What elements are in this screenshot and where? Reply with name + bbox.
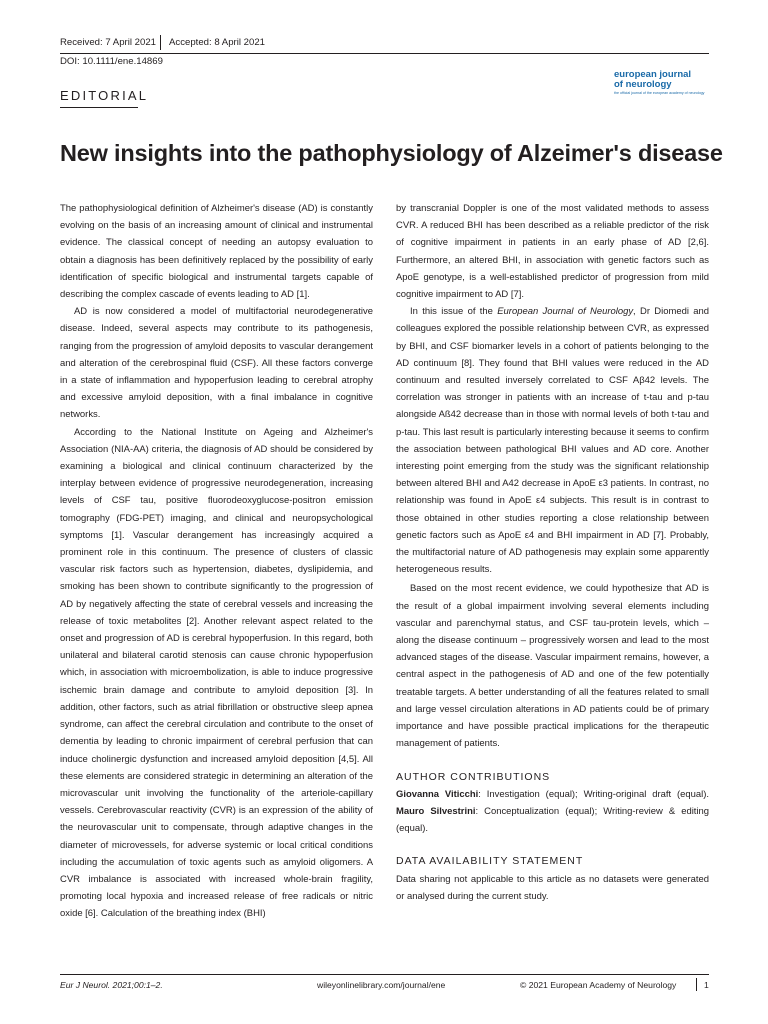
author-contributions xyxy=(396,786,709,838)
right-column xyxy=(396,200,709,905)
section-underline xyxy=(60,107,138,108)
author-name: Giovanna Viticchi xyxy=(396,788,479,800)
header-rule xyxy=(60,53,709,54)
contribution-text: : Investigation (equal); Writing-original draft (equal). xyxy=(478,788,709,800)
data-availability-heading: DATA AVAILABILITY STATEMENT xyxy=(396,855,584,868)
paragraph: According to the National Institute on Ageing and Alzheimer's Association (NIA-AA) criteria, the diagnosis of AD should be considered by examining a biological and clinical continuum characterized by the interplay between evidence of progressive neurodegeneration, increasing levels of CSF tau, positive fluorodeoxyglucose-positron emission tomography (FDG-PET) imaging, and clinical and neuropsychological symptoms [1]. Vascular derangement has increasingly acquired a prominent role in this continuum. The presence of clusters of classic vascular risk factors such as hypertension, diabetes, dyslipidemia, and smoking has been shown to contribute significantly to the progression of AD by negatively affecting the state of cerebral vessels and increasing the release of toxic metabolites [2]. Another relevant aspect related to the onset and progression of AD is cerebral hypoperfusion. In this regard, both unilateral and bilateral carotid stenosis can cause chronic hypoperfusion which, in association with microembolization, is able to induce progressive ischemic brain damage and contribute to amyloid deposition [3]. In addition, other factors, such as atrial fibrillation or obstructive sleep apnea syndrome, can affect the cerebral circulation and contribute to the onset of dementia by leading to chronic impairment of cerebral perfusion that can induce cholinergic dysfunction and increased amyloid deposition [4,5]. All these elements are considered strategic in determining an alteration of the microvascular unit involving the functionality of the arteriole-capillary vessels. Cerebrovascular reactivity (CVR) is an expression of the ability of the neurovascular unit to compensate, through adaptive changes in the diameter of microvessels, for adverse systemic or local critical conditions including the accumulation of toxic agents such as amyloid oligomers. A CVR imbalance is associated with increased whole-brain fragility, promoting local hypoxia and increased release of free radicals or nitric oxide [6]. Calculation of the breathing index (BHI) xyxy=(60,426,373,920)
paragraph: The pathophysiological definition of Alzheimer's disease (AD) is constantly evolving on the basis of an increasing amount of clinical and instrumental evidence. The classical concept of needing an autopsy evaluation to obtain a diagnosis has been definitively replaced by the possibility of early identification of specific biological and instrumental targets capable of describing the complex cascade of events leading to AD [1]. xyxy=(60,203,373,301)
page-number: 1 xyxy=(704,980,709,990)
logo-line-1: european journal xyxy=(614,69,692,80)
logo-tagline: the official journal of the european academy of neurology xyxy=(614,91,705,95)
footer-separator xyxy=(696,978,697,991)
doi[interactable]: DOI: 10.1111/ene.14869 xyxy=(60,56,163,67)
journal-logo xyxy=(614,70,704,96)
paragraph: by transcranial Doppler is one of the most validated methods to assess CVR. A reduced BHI has been described as a reliable predictor of the risk of cognitive impairment in patients in an early phase of AD [2,6]. Furthermore, an altered BHI, in association with genetic factors such as ApoE genotype, is a well-established predictor of progression from mild cognitive impairment to AD [7]. xyxy=(396,203,709,301)
header-separator xyxy=(160,35,161,50)
footer-url[interactable]: wileyonlinelibrary.com/journal/ene xyxy=(317,980,446,990)
paragraph: AD is now considered a model of multifactorial neurodegenerative disease. Indeed, several aspects may contribute to its pathogenesis, ranging from the progression of amyloid deposits to vascular derangement and alteration of the cerebrospinal fluid (CSF). All these factors converge in a state of inflammation and hypoperfusion leading to cerebral atrophy and excessive amyloid deposition, with a final imbalance in cognitive networks. xyxy=(60,306,373,421)
author-contributions-heading: AUTHOR CONTRIBUTIONS xyxy=(396,770,551,783)
footer-rule xyxy=(60,974,709,975)
left-column xyxy=(60,200,373,923)
author-name: Mauro Silvestrini xyxy=(396,805,476,817)
paragraph: Based on the most recent evidence, we could hypothesize that AD is the result of a global impairment involving several elements including vascular and parenchymal status, and CSF tau-protein levels, which – along the disease continuum – progressively worsen and lead to the most advanced stages of the disease. Vascular impairment remains, however, a central aspect in the pathogenesis of AD and one of the few potentially treatable targets. A better understanding of all the features related to small and large vessel circulation alterations in AD patients could be of primary importance and have possible practical implications for the therapeutic management of patients. xyxy=(396,583,709,750)
data-availability-text: Data sharing not applicable to this article as no datasets were generated or analysed during the current study. xyxy=(396,873,709,902)
journal-name: European Journal of Neurology xyxy=(497,306,634,318)
paragraph xyxy=(396,303,709,578)
paragraph-text: In this issue of the xyxy=(410,306,498,318)
paragraph-text: , Dr Diomedi and colleagues explored the possible relationship between CVR, as expressed by BHI, and CSF biomarker levels in a cohort of patients belonging to the AD continuum [8]. They found that BHI values were reduced in the AD continuum and resulted inversely correlated to CSF Aβ42 levels. The correlation was stronger in patients with an increase of t-tau and p-tau alongside Aß42 decrease than in those with normal levels of both t-tau and p-tau. This last result is particularly interesting because it seems to confirm the association between pathological BHI values and AD core. Another interesting point emerging from the study was the significant relationship between altered BHI and A42 decrease in ApoE ε3 patients. In contrast, no relationship was found in ApoE ε4 subjects. This result is in contrast to those obtained in other studies reporting a close relationship between genetic factors such as ApoE ε4 and BHI impairment in AD [7]. Probably, the multifactorial nature of AD pathogenesis may explain some apparently heterogeneous results. xyxy=(396,306,709,576)
logo-line-2: of neurology xyxy=(614,79,672,90)
contribution-text: : Conceptualization (equal); Writing-review & editing (equal). xyxy=(396,805,710,835)
footer-citation: Eur J Neurol. 2021;00:1–2. xyxy=(60,980,163,990)
footer-copyright: © 2021 European Academy of Neurology xyxy=(520,980,677,990)
section-label: EDITORIAL xyxy=(60,88,149,103)
article-title: New insights into the pathophysiology of Alzeimer's disease xyxy=(60,140,723,166)
received-date: Received: 7 April 2021 xyxy=(60,37,156,48)
accepted-date: Accepted: 8 April 2021 xyxy=(169,37,266,48)
